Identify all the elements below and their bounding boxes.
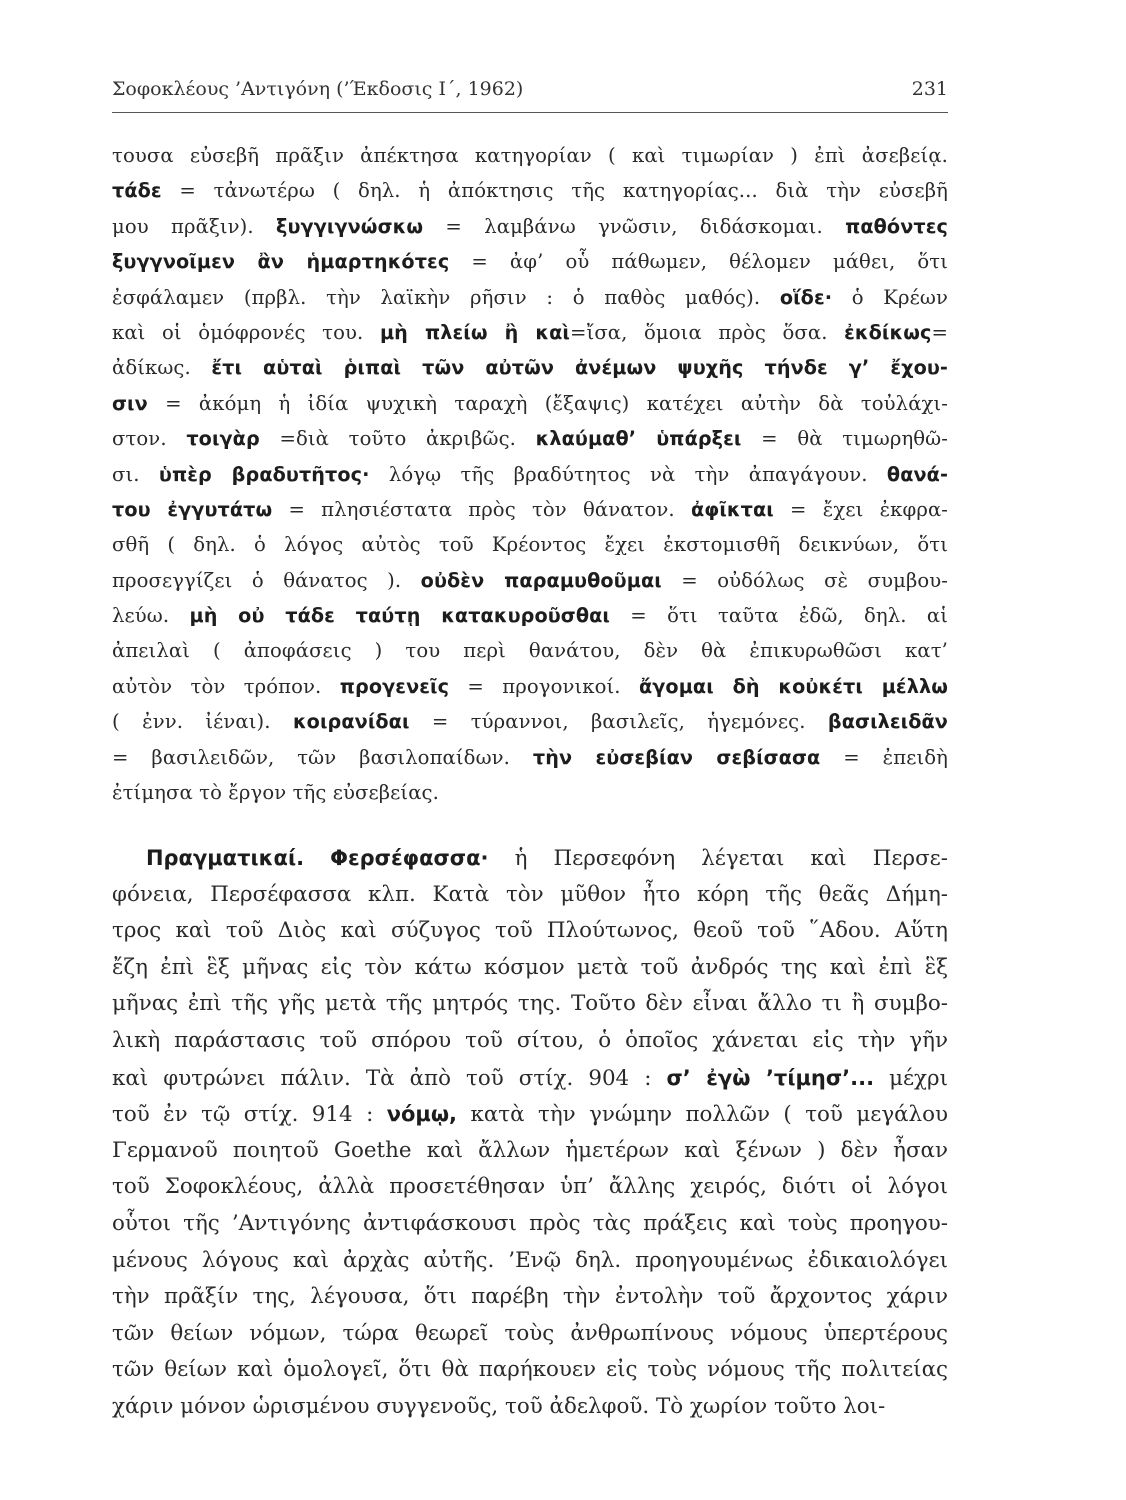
header-rule <box>112 112 948 113</box>
text-line <box>112 1133 948 1170</box>
text-run: = <box>931 320 948 344</box>
text-line <box>112 386 948 421</box>
text-run: ἀδίκως. <box>112 356 212 380</box>
text-line <box>112 527 948 562</box>
text-run: σι. <box>112 462 159 486</box>
bold-lemma: βασιλειδᾶν <box>827 710 948 734</box>
text-run: = ἀφ’ οὗ πάθωμεν, θέλομεν μάθει, ὅτι <box>449 250 948 274</box>
text-run: μέχρι <box>874 1065 948 1091</box>
bold-lemma: προγενεῖς <box>339 674 450 698</box>
text-line <box>112 775 948 810</box>
text-run: σθῆ ( δηλ. ὁ λόγος αὐτὸς τοῦ Κρέοντος ἔχει ἐκστομισθῆ δεικνύων, ὅτι <box>112 533 948 557</box>
bold-lemma: τάδε <box>112 179 162 203</box>
text-line <box>112 704 948 739</box>
text-line <box>112 840 948 877</box>
bold-lemma: ἔτι αὑταὶ ῥιπαὶ τῶν αὐτῶν ἀνέμων ψυχῆς τήνδε γ’ ἔχου- <box>211 356 948 380</box>
text-line <box>112 598 948 633</box>
bold-lemma: οὐδὲν παραμυθοῦμαι <box>420 568 662 592</box>
text-run: ἐτίμησα τὸ ἔργον τῆς εὐσεβείας. <box>112 781 439 805</box>
text-line <box>112 492 948 527</box>
text-run: = βασιλειδῶν, τῶν βασιλοπαίδων. <box>112 745 533 769</box>
text-run: οὗτοι τῆς ’Αντιγόνης ἀντιφάσκουσι πρὸς τὰς πράξεις καὶ τοὺς προηγου- <box>112 1210 948 1236</box>
text-run: Γερμανοῦ ποιητοῦ Goethe καὶ ἄλλων ἡμετέρων καὶ ξένων ) δὲν ἦσαν <box>112 1137 948 1163</box>
text-line <box>112 633 948 668</box>
text-line <box>112 244 948 279</box>
bold-lemma: ἀφῖκται <box>690 497 774 521</box>
text-line <box>112 138 948 173</box>
text-run: αὐτὸν τὸν τρόπον. <box>112 674 340 698</box>
text-run: καὶ οἱ ὁμόφρονές του. <box>112 320 380 344</box>
text-line <box>112 913 948 950</box>
bold-lemma: Φερσέφασσα· <box>330 846 489 870</box>
text-line <box>112 1060 948 1097</box>
text-run: ἔζη ἐπὶ ἓξ μῆνας εἰς τὸν κάτω κόσμον μετὰ τοῦ ἀνδρός της καὶ ἐπὶ ἓξ <box>112 954 948 980</box>
text-run: = ἐπειδὴ <box>820 745 948 769</box>
text-run: = ὅτι ταῦτα ἐδῶ, δηλ. αἱ <box>610 604 948 628</box>
running-title: Σοφοκλέους ’Αντιγόνη (’Έκδοσις Ι΄, 1962) <box>112 78 524 100</box>
text-run: μου πρᾶξιν). <box>112 214 277 238</box>
text-run: =διὰ τοῦτο ἀκριβῶς. <box>259 427 536 451</box>
text-line <box>112 1023 948 1060</box>
text-line <box>112 457 948 492</box>
text-run: ὁ Κρέων <box>832 285 949 309</box>
text-run: προσεγγίζει ὁ θάνατος ). <box>112 568 421 592</box>
bold-lemma: ξυγγιγνώσκω <box>276 214 424 238</box>
text-line <box>112 209 948 244</box>
bold-lemma: παθόντες <box>845 214 948 238</box>
text-line <box>112 877 948 914</box>
running-header <box>112 78 948 108</box>
text-run: τοῦ Σοφοκλέους, ἀλλὰ προσετέθησαν ὑπ’ ἄλλης χειρός, διότι οἱ λόγοι <box>112 1174 948 1200</box>
bold-lemma: μὴ οὐ τάδε ταύτῃ κατακυροῦσθαι <box>189 604 610 628</box>
text-run: ἐσφάλαμεν (πρβλ. τὴν λαϊκὴν ρῆσιν : ὁ παθὸς μαθός). <box>112 285 780 309</box>
text-line <box>112 280 948 315</box>
bold-lemma: νόμῳ, <box>386 1102 458 1127</box>
text-run: στον. <box>112 427 187 451</box>
page-number: 231 <box>911 78 948 100</box>
bold-lemma: ἄγομαι δὴ κοὐκέτι μέλλω <box>638 674 948 698</box>
bold-lemma: Πραγματικαί. <box>146 846 305 870</box>
text-line <box>112 1096 948 1133</box>
commentary-paragraph <box>112 138 948 810</box>
text-line <box>112 1316 948 1353</box>
text-line <box>112 173 948 208</box>
text-run: = ἔχει ἐκφρα- <box>773 497 949 521</box>
bold-lemma: ἐκδίκως <box>844 320 932 344</box>
text-line <box>112 315 948 350</box>
text-run: χάριν μόνον ὡρισμένου συγγενοῦς, τοῦ ἀδελφοῦ. Τὸ χωρίον τοῦτο λοι- <box>112 1393 886 1419</box>
text-run: μῆνας ἐπὶ τῆς γῆς μετὰ τῆς μητρός της. Τοῦτο δὲν εἶναι ἄλλο τι ἢ συμβο- <box>112 991 948 1017</box>
text-run: κατὰ τὴν γνώμην πολλῶν ( τοῦ μεγάλου <box>457 1102 948 1128</box>
text-line <box>112 1352 948 1389</box>
bold-lemma: θανά- <box>886 462 949 486</box>
text-line <box>112 1243 948 1280</box>
text-line <box>112 1279 948 1316</box>
bold-lemma: ὑπὲρ βραδυτῆτος· <box>158 462 370 486</box>
bold-lemma: κοιρανίδαι <box>292 710 410 734</box>
text-run <box>304 846 330 871</box>
text-run: =ἴσα, ὅμοια πρὸς ὅσα. <box>570 320 845 344</box>
text-line <box>112 1169 948 1206</box>
text-run: ἀπειλαὶ ( ἀποφάσεις ) του περὶ θανάτου, δὲν θὰ ἐπικυρωθῶσι κατ’ <box>112 639 948 663</box>
text-run: καὶ φυτρώνει πάλιν. Τὰ ἀπὸ τοῦ στίχ. 904 : <box>112 1065 667 1091</box>
bold-lemma: μὴ πλείω ἢ καὶ <box>379 320 571 344</box>
text-run: = θὰ τιμωρηθῶ- <box>741 427 948 451</box>
text-line <box>112 421 948 456</box>
bold-lemma: κλαύμαθ’ ὑπάρξει <box>535 427 742 451</box>
text-run: μένους λόγους καὶ ἀρχὰς αὐτῆς. ’Ενῷ δηλ. προηγουμένως ἐδικαιολόγει <box>112 1247 948 1273</box>
text-run: = πλησιέστατα πρὸς τὸν θάνατον. <box>272 497 691 521</box>
text-run: λόγῳ τῆς βραδύτητος νὰ τὴν ἀπαγάγουν. <box>369 462 887 486</box>
text-line <box>112 669 948 704</box>
text-run: φόνεια, Περσέφασσα κλπ. Κατὰ τὸν μῦθον ἦτο κόρη τῆς θεᾶς Δήμη- <box>112 881 948 907</box>
bold-lemma: σ’ ἐγὼ ’τίμησ’... <box>666 1065 875 1090</box>
bold-lemma: ξυγγνοῖμεν ἂν ἡμαρτηκότες <box>112 250 450 274</box>
text-run: τουσα εὐσεβῆ πρᾶξιν ἀπέκτησα κατηγορίαν ( καὶ τιμωρίαν ) ἐπὶ ἀσεβείᾳ. <box>112 144 948 167</box>
text-run: = τύραννοι, βασιλεῖς, ἡγεμόνες. <box>409 710 828 734</box>
text-run: λικὴ παράστασις τοῦ σπόρου τοῦ σίτου, ὁ ὁποῖος χάνεται εἰς τὴν γῆν <box>112 1027 948 1053</box>
text-run: = ἀκόμη ἡ ἰδία ψυχικὴ ταραχὴ (ἔξαψις) κατέχει αὐτὴν δὰ τοὐλάχι- <box>147 391 948 415</box>
bold-lemma: του ἐγγυτάτω <box>112 497 273 521</box>
bold-lemma: σιν <box>112 391 148 415</box>
text-line <box>112 350 948 385</box>
text-run: τῶν θείων καὶ ὁμολογεῖ, ὅτι θὰ παρήκουεν εἰς τοὺς νόμους τῆς πολιτείας <box>112 1357 948 1383</box>
text-line <box>112 563 948 598</box>
text-run: = οὐδόλως σὲ συμβου- <box>661 568 948 592</box>
bold-lemma: τὴν εὐσεβίαν σεβίσασα <box>532 745 821 769</box>
text-line <box>112 1389 948 1426</box>
text-run: = λαμβάνω γνῶσιν, διδάσκομαι. <box>423 214 846 238</box>
pragmatikai-paragraph <box>112 840 948 1419</box>
text-run: τῶν θείων νόμων, τώρα θεωρεῖ τοὺς ἀνθρωπίνους νόμους ὑπερτέρους <box>112 1320 948 1346</box>
text-run: ἡ Περσεφόνη λέγεται καὶ Περσε- <box>488 846 948 871</box>
text-line <box>112 950 948 987</box>
text-run: τοῦ ἐν τῷ στίχ. 914 : <box>112 1102 387 1128</box>
text-run: τρος καὶ τοῦ Διὸς καὶ σύζυγος τοῦ Πλούτωνος, θεοῦ τοῦ ῞Αδου. Αὕτη <box>112 918 948 944</box>
text-run: = προγονικοί. <box>449 674 639 698</box>
text-run: ( ἐνν. ἰέναι). <box>112 710 293 734</box>
text-line <box>112 740 948 775</box>
text-run: = τἀνωτέρω ( δηλ. ἡ ἀπόκτησις τῆς κατηγορίας... διὰ τὴν εὐσεβῆ <box>161 179 948 203</box>
bold-lemma: τοιγὰρ <box>186 427 260 451</box>
bold-lemma: οἵδε· <box>779 285 833 309</box>
text-line <box>112 1206 948 1243</box>
text-line <box>112 986 948 1023</box>
text-run: λεύω. <box>112 604 190 628</box>
text-run: τὴν πρᾶξίν της, λέγουσα, ὅτι παρέβη τὴν ἐντολὴν τοῦ ἄρχοντος χάριν <box>112 1284 948 1310</box>
